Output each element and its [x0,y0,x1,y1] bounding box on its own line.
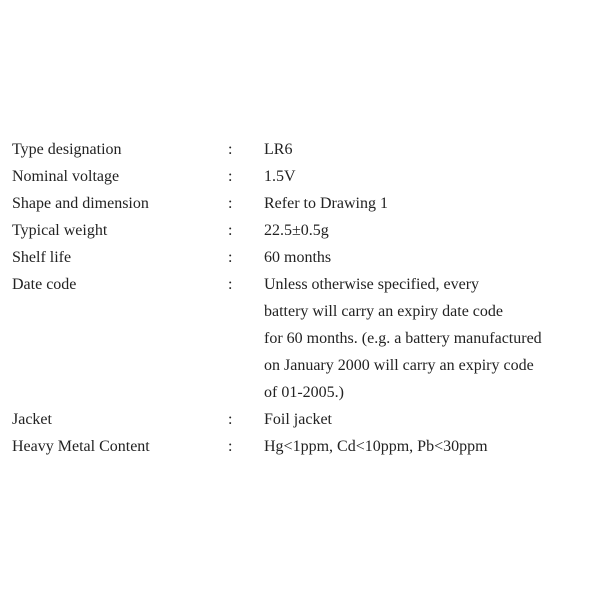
spec-value-line: battery will carry an expiry date code [264,303,503,320]
spec-label: Nominal voltage [12,168,120,185]
spec-label: Heavy Metal Content [12,438,150,455]
spec-label: Shape and dimension [12,195,149,212]
spec-value-line: Hg<1ppm, Cd<10ppm, Pb<30ppm [264,438,488,455]
spec-label: Date code [12,276,77,293]
spec-separator: : [228,222,233,239]
spec-value-line: LR6 [264,141,293,158]
spec-separator: : [228,438,233,455]
spec-row-shelf-life [12,244,592,271]
spec-value-line: Unless otherwise specified, every [264,276,480,293]
spec-row-jacket [12,406,592,433]
spec-value-line: 1.5V [264,168,296,185]
spec-value-line: Foil jacket [264,411,332,428]
spec-separator: : [228,141,233,158]
spec-separator: : [228,195,233,212]
spec-value-line: of 01-2005.) [264,384,344,401]
spec-separator: : [228,276,233,293]
spec-value [264,271,592,406]
spec-value-line: 22.5±0.5g [264,222,329,239]
spec-value [264,244,592,271]
spec-value [264,163,592,190]
spec-value-line: Refer to Drawing 1 [264,195,388,212]
spec-label: Type designation [12,141,122,158]
spec-value [264,433,592,460]
spec-label: Jacket [12,411,52,428]
spec-row-heavy-metal-content [12,433,592,460]
specification-table [12,136,592,460]
spec-separator: : [228,411,233,428]
spec-label: Typical weight [12,222,108,239]
spec-row-date-code [12,271,592,406]
spec-value [264,136,592,163]
spec-value-line: on January 2000 will carry an expiry code [264,357,534,374]
spec-row-type-designation [12,136,592,163]
spec-value-line: 60 months [264,249,332,266]
spec-value [264,190,592,217]
spec-value [264,217,592,244]
spec-row-nominal-voltage [12,163,592,190]
spec-value [264,406,592,433]
spec-value-line: for 60 months. (e.g. a battery manufactured [264,330,542,347]
spec-separator: : [228,168,233,185]
spec-row-shape-and-dimension [12,190,592,217]
spec-separator: : [228,249,233,266]
spec-row-typical-weight [12,217,592,244]
spec-label: Shelf life [12,249,72,266]
